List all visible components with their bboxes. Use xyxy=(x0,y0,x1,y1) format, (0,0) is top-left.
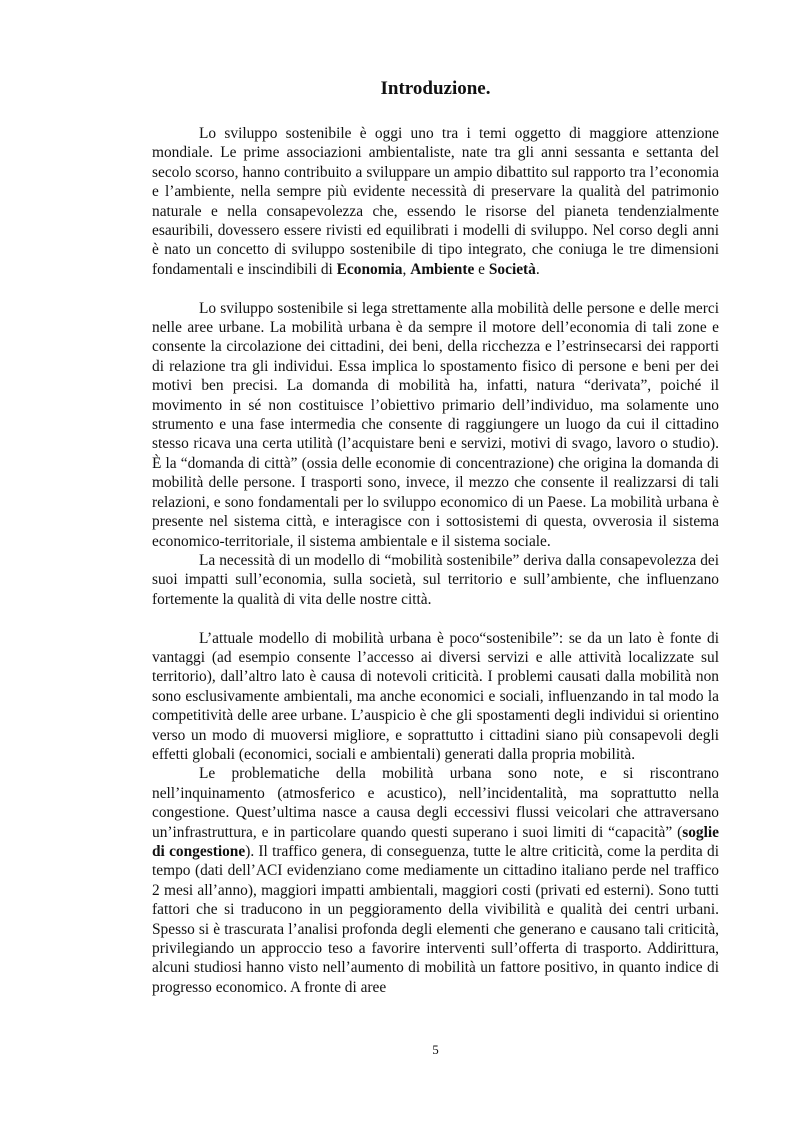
page-title: Introduzione. xyxy=(380,78,491,99)
paragraph-3 xyxy=(152,551,719,609)
paragraph-1 xyxy=(152,124,719,279)
text-segment: L’attuale modello di mobilità urbana è poco“sostenibile”: se da un lato è fonte di vantaggi (ad esempio consente l’accesso ai diversi servizi e alle attività localizzate sul territorio), dall’altro lato è causa di notevoli criticità. I problemi causati dalla mobilità non sono esclusivamente ambientali, ma anche economici e sociali, influenzando in tal modo la competitività delle aree urbane. L’auspicio è che gli spostamenti degli individui si orientino verso un modo di muoversi migliore, e soprattutto i cittadini siano più consapevoli degli effetti globali (economici, sociali e ambientali) generati dalla propria mobilità. xyxy=(152,629,719,763)
text-segment: e xyxy=(474,260,489,278)
text-segment: Le problematiche della mobilità urbana sono note, e si riscontrano nell’inquinamento (atmosferico e acustico), nell’incidentalità, ma soprattutto nella congestione. Quest’ultima nasce a causa degli eccessivi flussi veicolari che attraversano un’infrastruttura, e in particolare quando questi superano i suoi limiti di “capacità” ( xyxy=(152,765,719,841)
text-segment: La necessità di un modello di “mobilità sostenibile” deriva dalla consapevolezza dei suoi impatti sull’economia, sulla società, sul territorio e sull’ambiente, che influenzano fortemente la qualità di vita delle nostre città. xyxy=(152,551,719,608)
text-segment: Lo sviluppo sostenibile è oggi uno tra i temi oggetto di maggiore attenzione mondiale. Le prime associazioni ambientaliste, nate tra gli anni sessanta e settanta del secolo scorso, hanno contribuito a sviluppare un ampio dibattito sul rapporto tra l’economia e l’ambiente, nella sempre più evidente necessità di preservare la qualità del patrimonio naturale e nella consapevolezza che, essendo le risorse del pianeta tendenzialmente esauribili, dovessero essere rivisti ed equilibrati i modelli di sviluppo. Nel corso degli anni è nato un concetto di sviluppo sostenibile di tipo integrato, che coniuga le tre dimensioni fondamentali e inscindibili di xyxy=(152,125,719,278)
keyword-societa: Società xyxy=(488,260,536,278)
paragraph-4 xyxy=(152,629,719,765)
page-number: 5 xyxy=(432,1042,439,1057)
keyword-soglie-di-congestione: soglie di congestione xyxy=(152,823,719,860)
keyword-ambiente: Ambiente xyxy=(410,260,475,278)
document-page xyxy=(152,0,719,1123)
paragraph-2 xyxy=(152,299,719,551)
text-segment: . xyxy=(535,260,540,278)
text-segment: Lo sviluppo sostenibile si lega strettamente alla mobilità delle persone e delle merci nelle aree urbane. La mobilità urbana è da sempre il motore dell’economia di tali zone e consente la circolazione dei cittadini, dei beni, della ricchezza e l’estrinsecarsi dei rapporti di relazione tra gli individui. Essa implica lo spostamento fisico di persone e beni per dei motivi ben precisi. La domanda di mobilità ha, infatti, natura “derivata”, poiché il movimento in sé non costituisce l’obiettivo primario dell’individuo, ma solamente uno strumento e una fase intermedia che consente di raggiungere un luogo da cui il cittadino stesso ricava una certa utilità (l’acquistare beni e servizi, motivi di svago, lavoro o studio). È la “domanda di città” (ossia delle economie di concentrazione) che origina la domanda di mobilità delle persone. I trasporti sono, invece, il mezzo che consente il realizzarsi di tali relazioni, e sono fondamentali per lo sviluppo economico di un Paese. La mobilità urbana è presente nel sistema città, e interagisce con i sottosistemi di questa, ovverosia il sistema economico-territoriale, il sistema ambientale e il sistema sociale. xyxy=(152,299,719,550)
keyword-economia: Economia xyxy=(336,260,403,278)
text-segment: ). Il traffico genera, di conseguenza, tutte le altre criticità, come la perdita di tempo (dati dell’ACI evidenziano come mediamente un cittadino italiano perde nel traffico 2 mesi all’anno), maggiori impatti ambientali, maggiori costi (privati ed esterni). Sono tutti fattori che si traducono in un peggioramento della vivibilità e qualità dei centri urbani. Spesso si è trascurata l’analisi profonda degli elementi che generano e causano tali criticità, privilegiando un approccio teso a favorire interventi sull’offerta di trasporto. Addirittura, alcuni studiosi hanno visto nell’aumento di mobilità un fattore positivo, in quanto indice di progresso economico. A fronte di aree xyxy=(152,843,719,996)
body-text xyxy=(152,124,719,997)
text-segment: , xyxy=(402,260,411,278)
paragraph-5 xyxy=(152,764,719,997)
